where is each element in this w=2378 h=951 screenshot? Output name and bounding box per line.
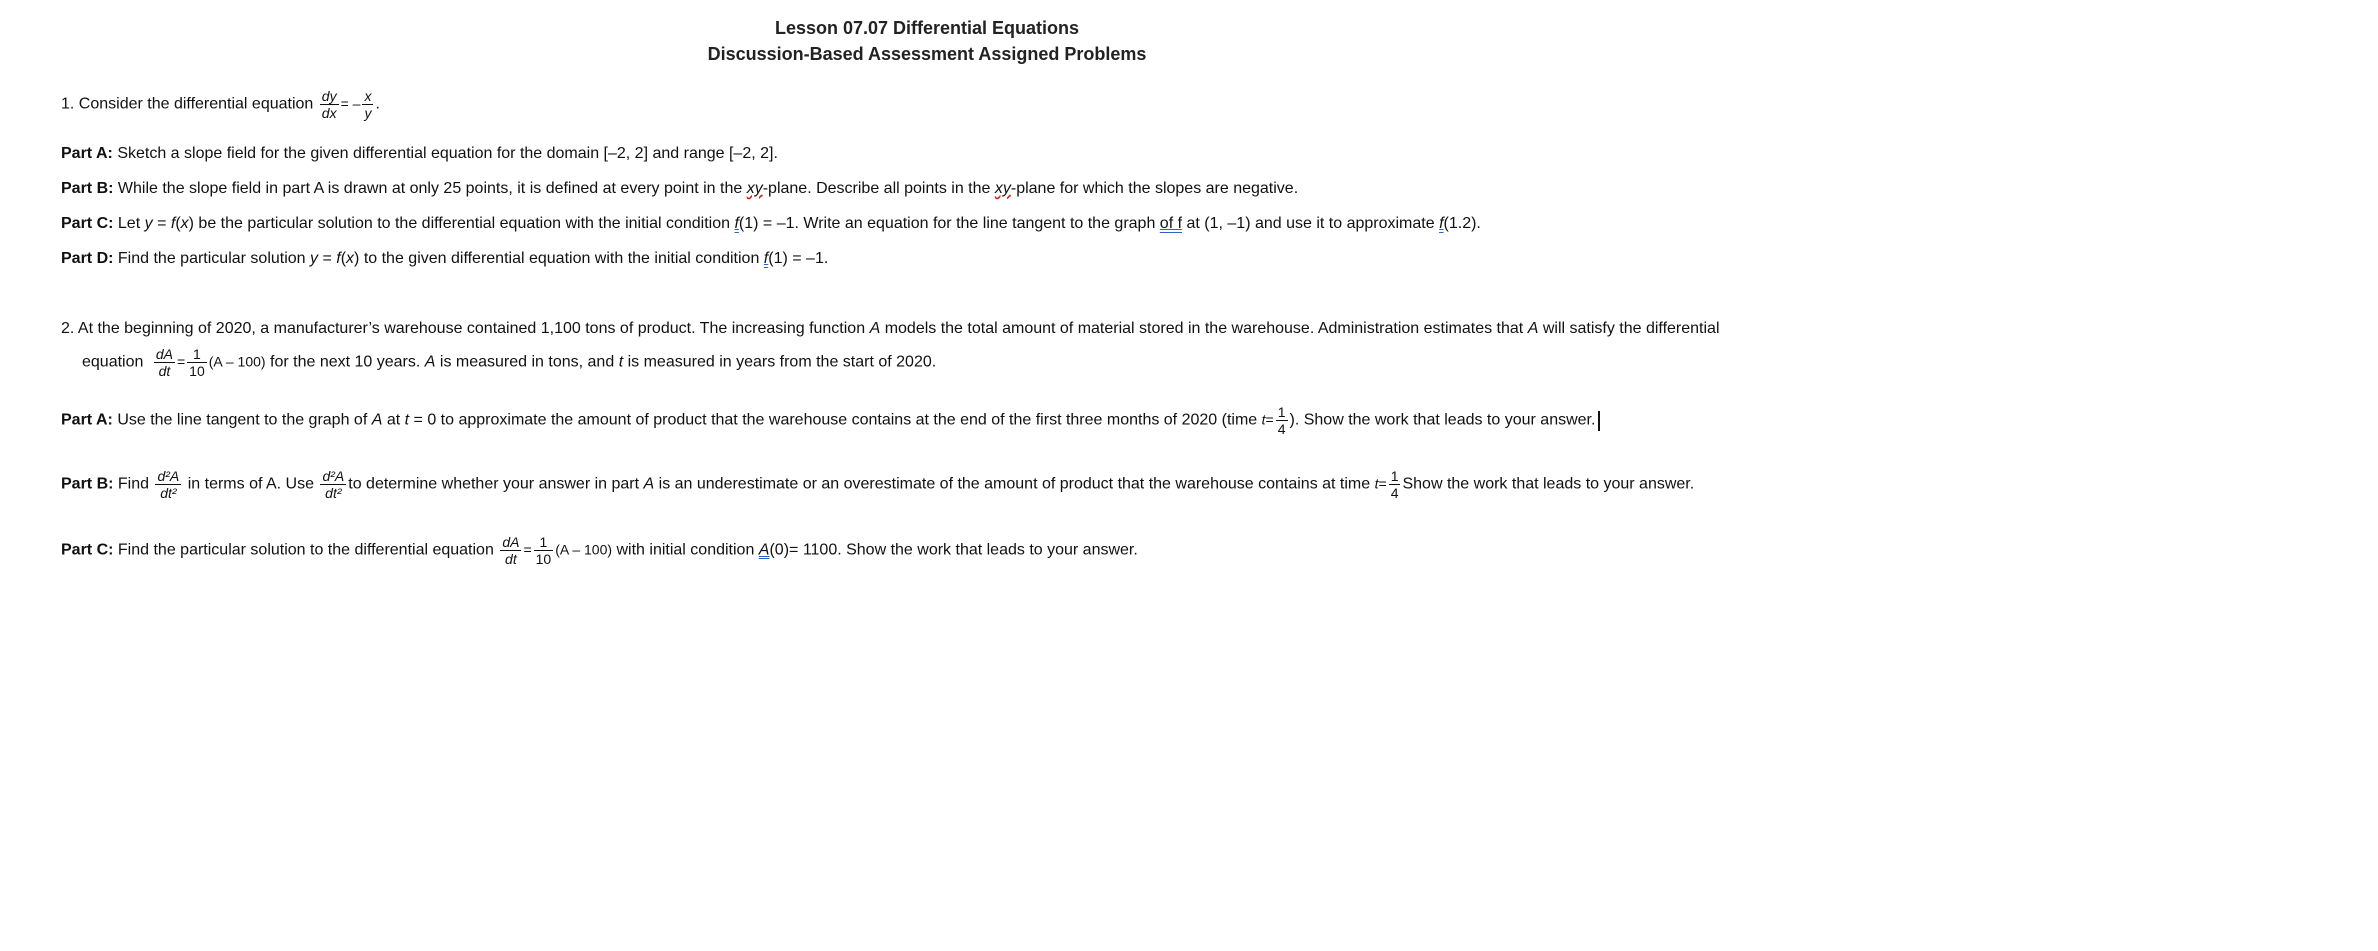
frac-den: dt [500, 550, 521, 567]
var: t [1374, 475, 1379, 492]
q1-eq-frac-xy [362, 88, 373, 121]
grammar-word: of f [1159, 215, 1183, 232]
q1-part-a [61, 144, 778, 164]
frac-den: dt² [320, 484, 346, 501]
grammar-word: f [763, 250, 769, 267]
q1-intro [61, 88, 380, 121]
part-text: Find the particular solution [117, 250, 306, 267]
var: t [618, 353, 624, 371]
var: y [310, 250, 319, 267]
part-label: Part D: [61, 250, 114, 267]
var: t [1261, 411, 1266, 428]
q2-equation-line [82, 346, 936, 379]
var: x [346, 250, 355, 267]
q2-text: is measured in tons, and [439, 353, 615, 371]
eq-sign: = [523, 541, 532, 558]
part-text: Find [117, 475, 150, 493]
frac-quarter [1389, 468, 1401, 501]
part-label: Part A: [61, 411, 113, 429]
frac-num: 1 [1390, 468, 1399, 484]
part-label: Part A: [61, 145, 113, 162]
q1-eq-end: . [375, 95, 380, 113]
eq-tail: (A – 100) [208, 353, 266, 370]
var: A [1527, 320, 1539, 337]
var: f [336, 250, 341, 267]
part-text: at [386, 411, 401, 429]
part-label: Part B: [61, 475, 114, 493]
frac-quarter [1276, 404, 1288, 437]
part-text: (1) = –1. Write an equation for the line tangent to the graph [738, 215, 1156, 232]
part-text: Show the work that leads to your answer. [1402, 475, 1695, 493]
q2-part-a [61, 404, 1600, 437]
frac-d2a [155, 468, 181, 501]
page-title: Lesson 07.07 Differential Equations [774, 18, 1080, 38]
eq-sign: = [1378, 475, 1387, 492]
part-text: ) be the particular solution to the differential equation with the initial condition [188, 215, 731, 232]
frac-den: y [364, 105, 372, 121]
q2-eq-frac-dadt [154, 346, 175, 379]
q2-eq-frac-tenth [187, 346, 207, 379]
frac-num: dy [321, 88, 337, 104]
frac-num: 1 [1277, 404, 1286, 420]
frac-num: 1 [193, 346, 201, 362]
part-text: = [157, 215, 167, 232]
part-text: -plane for which the slopes are negative. [1010, 180, 1299, 197]
part-text: Use the line tangent to the graph of [117, 411, 368, 429]
eq-sign: = [1265, 411, 1274, 428]
part-text: Sketch a slope field for the given differential equation for the domain [–2, 2] and range [–2, 2]. [117, 145, 778, 162]
q2-text: for the next 10 years. [270, 353, 421, 371]
var: f [170, 215, 176, 232]
q2-intro-text: will satisfy the differential [1542, 320, 1720, 337]
q1-eq-frac-dydx [320, 88, 339, 121]
part-text: While the slope field in part A is drawn at only 25 points, it is defined at every point in the [117, 180, 743, 197]
var: y [144, 215, 153, 232]
q2-part-c [61, 534, 1138, 567]
part-text: in terms of A. Use [187, 475, 314, 493]
q2-intro-text: models the total amount of material stored in the warehouse. Administration estimates that [884, 320, 1524, 337]
part-text: is an underestimate or an overestimate of the amount of product that the warehouse contains at time [658, 475, 1371, 493]
text-cursor [1598, 411, 1600, 431]
part-text: = 0 to approximate the amount of product that the warehouse contains at the end of the first three months of 2020 (time [413, 411, 1258, 429]
part-text: Find the particular solution to the differential equation [117, 541, 494, 559]
frac-num: d²A [322, 468, 345, 484]
q1-eq-sign: = – [340, 95, 361, 112]
frac-den: 4 [1390, 485, 1399, 501]
var: A [643, 475, 655, 493]
part-text: with initial condition [616, 541, 755, 559]
frac-num: d²A [157, 468, 180, 484]
frac-num: dA [502, 534, 520, 550]
q1-part-c [61, 214, 1481, 234]
q1-intro-text: 1. Consider the differential equation [61, 95, 314, 113]
var: t [404, 411, 410, 429]
q2-part-b [61, 468, 1694, 501]
part-text: at (1, –1) and use it to approximate [1186, 215, 1435, 232]
part-text: ). Show the work that leads to your answer. [1289, 411, 1596, 429]
frac-dadt [500, 534, 521, 567]
frac-den: dt² [155, 484, 181, 501]
q1-part-b [61, 179, 1298, 199]
frac-den: 4 [1277, 421, 1286, 437]
q1-part-d [61, 249, 828, 269]
part-label: Part C: [61, 215, 114, 232]
grammar-word: f [1439, 215, 1444, 232]
part-text: (1.2). [1443, 215, 1481, 232]
q2-text: is measured in years from the start of 2020. [627, 353, 937, 371]
var: x [180, 215, 189, 232]
part-text: (0)= 1100. Show the work that leads to your answer. [769, 541, 1138, 559]
part-text: ( [340, 250, 347, 267]
frac-den: dx [321, 105, 337, 121]
part-text: -plane. Describe all points in the [762, 180, 991, 197]
frac-den: dt [154, 362, 175, 379]
part-text: to determine whether your answer in part [348, 475, 640, 493]
grammar-word: A [758, 541, 770, 559]
frac-den: 10 [189, 363, 205, 379]
part-text: = [322, 250, 332, 267]
frac-num: dA [155, 346, 173, 362]
frac-tenth [534, 534, 554, 567]
eq-tail: (A – 100) [555, 541, 613, 558]
q2-intro [61, 319, 1720, 339]
frac-den: 10 [535, 551, 552, 567]
part-text: Let [117, 215, 141, 232]
q2-eq-word: equation [82, 353, 144, 371]
frac-num: 1 [539, 534, 548, 550]
part-text: ( [175, 215, 181, 232]
page-subtitle: Discussion-Based Assessment Assigned Problems [707, 44, 1147, 64]
q2-intro-text: 2. At the beginning of 2020, a manufacturer’s warehouse contained 1,100 tons of product. The increasing function [61, 320, 866, 337]
part-text: ) to the given differential equation with the initial condition [354, 250, 760, 267]
var: A [371, 411, 383, 429]
spellcheck-word: xy [994, 180, 1011, 197]
frac-num: x [364, 88, 372, 104]
var: A [424, 353, 436, 371]
eq-sign: = [176, 353, 186, 370]
grammar-word: f [734, 215, 739, 232]
part-label: Part C: [61, 541, 114, 559]
spellcheck-word: xy [746, 180, 763, 197]
frac-d2a [320, 468, 346, 501]
var: A [869, 320, 881, 337]
part-label: Part B: [61, 180, 114, 197]
part-text: (1) = –1. [768, 250, 829, 267]
